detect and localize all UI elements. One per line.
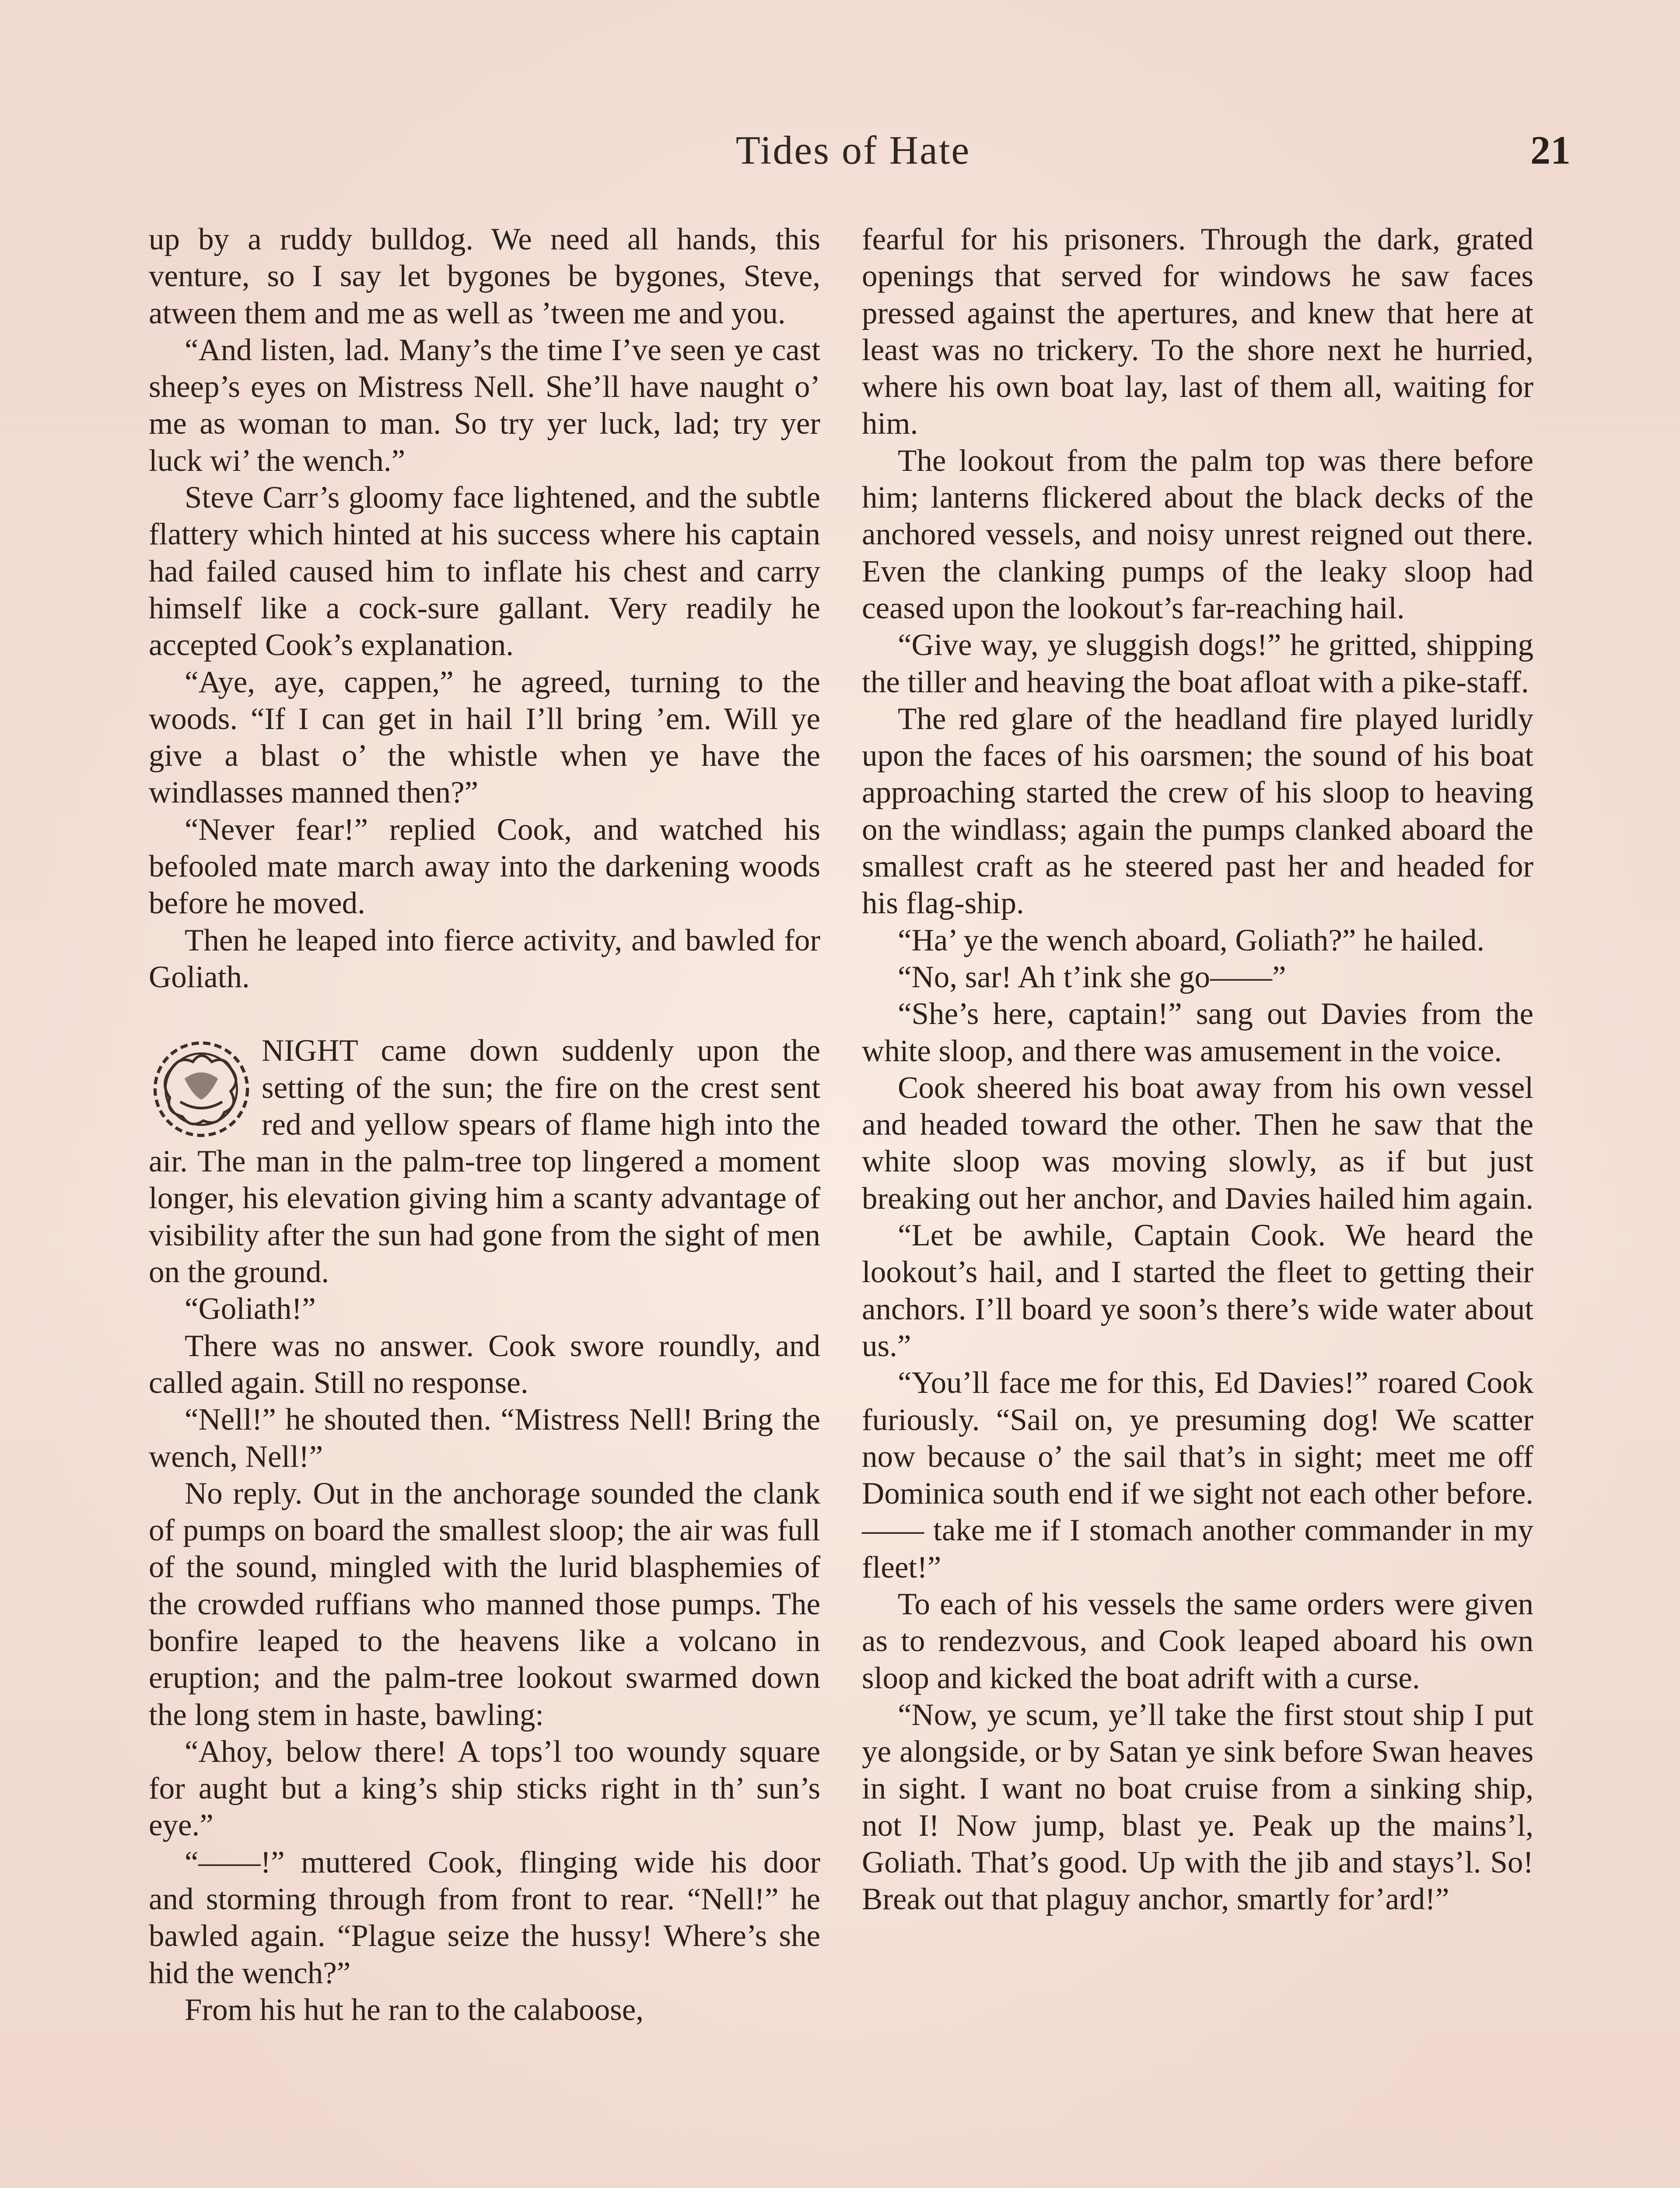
left-text-column xyxy=(149,221,820,2028)
right-text-column xyxy=(862,221,1533,1918)
paragraph: No reply. Out in the anchorage sounded the clank of pumps on board the smallest sloop; the air was full of the sound, mingled with the lurid blasphemies of the crowded ruffians who manned those pumps. The bonfire leaped to the heavens like a volcano in eruption; and the palm-tree lookout swarmed down the long stem in haste, bawling: xyxy=(149,1476,820,1732)
paragraph: up by a ruddy bulldog. We need all hands, this venture, so I say let bygones be bygones, Steve, atween them and me as well as ’tween me and you. xyxy=(149,222,820,330)
paragraph: “Nell!” he shouted then. “Mistress Nell! Bring the wench, Nell!” xyxy=(149,1403,820,1474)
paragraph: From his hut he ran to the calaboose, xyxy=(185,1992,644,2027)
paragraph: “Let be awhile, Captain Cook. We heard the lookout’s hail, and I started the fleet to getting their anchors. I’ll board ye soon’s there’s wide water about us.” xyxy=(862,1218,1533,1363)
paragraph: To each of his vessels the same orders were given as to rendezvous, and Cook leaped aboard his own sloop and kicked the boat adrift with a curse. xyxy=(862,1587,1533,1695)
page-number: 21 xyxy=(1530,128,1571,172)
paragraph: The red glare of the headland fire played luridly upon the faces of his oarsmen; the sound of his boat approaching started the crew of his sloop to heaving on the windlass; again the pumps clanked aboard the smallest craft as he steered past her and headed for his flag-ship. xyxy=(862,701,1533,921)
paragraph: “Now, ye scum, ye’ll take the first stout ship I put ye alongside, or by Satan ye sink before Swan heaves in sight. I want no boat cruise from a sinking ship, not I! Now jump, blast ye. Peak up the mains’l, Goliath. That’s good. Up with the jib and stays’l. So! Break out that plaguy anchor, smartly for’ard!” xyxy=(862,1697,1533,1917)
paragraph: “She’s here, captain!” sang out Davies from the white sloop, and there was amusement in the voice. xyxy=(862,997,1533,1068)
paragraph: fearful for his prisoners. Through the dark, grated openings that served for windows he saw faces pressed against the apertures, and knew that here at least was no trickery. To the shore next he hurried, where his own boat lay, last of them all, waiting for him. xyxy=(862,222,1533,441)
paragraph: “And listen, lad. Many’s the time I’ve seen ye cast sheep’s eyes on Mistress Nell. She’ll have naught o’ me as woman to man. So try yer luck, lad; try yer luck wi’ the wench.” xyxy=(149,333,820,478)
paragraph: “Aye, aye, cappen,” he agreed, turning to the woods. “If I can get in hail I’ll bring ’em. Will ye give a blast o’ the whistle when ye have the windlasses manned then?” xyxy=(149,665,820,810)
paragraph: “Ha’ ye the wench aboard, Goliath?” he hailed. xyxy=(898,923,1485,957)
paragraph: “You’ll face me for this, Ed Davies!” roared Cook furiously. “Sail on, ye presuming dog! We scatter now because o’ the sail that’s in sight; meet me off Dominica south end if we sight not each other before. —— take me if I stomach another commander in my fleet!” xyxy=(862,1366,1533,1585)
paragraph: There was no answer. Cook swore roundly, and called again. Still no response. xyxy=(149,1329,820,1400)
paragraph: “Never fear!” replied Cook, and watched his befooled mate march away into the darkening woods before he moved. xyxy=(149,812,820,921)
paragraph: The lookout from the palm top was there before him; lanterns flickered about the black decks of the anchored vessels, and noisy unrest reigned out there. Even the clanking pumps of the leaky sloop had ceased upon the lookout’s far-reaching hail. xyxy=(862,443,1533,625)
section-break xyxy=(149,996,820,1032)
running-head-title: Tides of Hate xyxy=(735,128,971,172)
paragraph: “Goliath!” xyxy=(185,1292,316,1326)
ornamental-initial-icon xyxy=(149,1037,254,1142)
paragraph: NIGHT came down suddenly upon the setting of the sun; the fire on the crest sent red and yellow spears of flame high into the air. The man in the palm-tree top lingered a moment longer, his elevation giving him a scanty advantage of visibility after the sun had gone from the sight of men on the ground. xyxy=(149,1034,820,1290)
paragraph: Then he leaped into fierce activity, and bawled for Goliath. xyxy=(149,923,820,994)
paragraph: “Ahoy, below there! A tops’l too woundy square for aught but a king’s ship sticks right in th’ sun’s eye.” xyxy=(149,1734,820,1843)
paragraph: Cook sheered his boat away from his own vessel and headed toward the other. Then he saw that the white sloop was moving slowly, as if but just breaking out her anchor, and Davies hailed him again. xyxy=(862,1070,1533,1216)
paragraph: “——!” muttered Cook, flinging wide his door and storming through from front to rear. “Nell!” he bawled again. “Plague seize the hussy! Where’s she hid the wench?” xyxy=(149,1845,820,1990)
paragraph: “No, sar! Ah t’ink she go——” xyxy=(898,960,1286,994)
paragraph: Steve Carr’s gloomy face lightened, and the subtle flattery which hinted at his success where his captain had failed caused him to inflate his chest and carry himself like a cock-sure gallant. Very readily he accepted Cook’s explanation. xyxy=(149,480,820,663)
paragraph: “Give way, ye sluggish dogs!” he gritted, shipping the tiller and heaving the boat afloat with a pike-staff. xyxy=(862,628,1533,699)
